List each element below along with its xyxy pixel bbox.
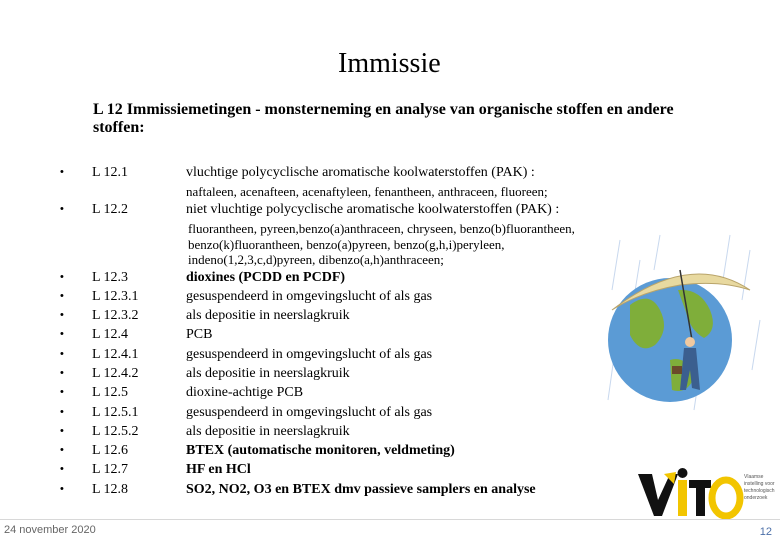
bullet: • [60, 166, 64, 178]
bullet: • [60, 483, 64, 495]
item-detail: fluorantheen, pyreen,benzo(a)anthraceen, chryseen, benzo(b)fluorantheen, [188, 221, 575, 236]
item-description: gesuspendeerd in omgevingslucht of als gas [186, 347, 433, 362]
bullet: • [60, 271, 64, 283]
item-code: L 12.3.2 [92, 308, 139, 323]
item-description: dioxines (PCDD en PCDF) [186, 270, 346, 285]
bullet: • [60, 425, 64, 437]
item-description: als depositie in neerslagkruik [186, 366, 350, 381]
item-detail: indeno(1,2,3,c,d)pyreen, dibenzo(a,h)anthraceen; [188, 252, 444, 267]
item-code: L 12.4 [92, 327, 129, 342]
item-description: vluchtige polycyclische aromatische koolwaterstoffen (PAK) : [186, 165, 535, 180]
item-detail: benzo(k)fluorantheen, benzo(a)pyreen, benzo(g,h,i)peryleen, [188, 237, 505, 252]
item-description: dioxine-achtige PCB [186, 385, 304, 400]
item-description: als depositie in neerslagkruik [186, 308, 350, 323]
item-code: L 12.6 [92, 443, 129, 458]
item-code: L 12.4.2 [92, 366, 139, 381]
item-code: L 12.7 [92, 462, 129, 477]
footer-date: 24 november 2020 [4, 524, 96, 536]
item-description: gesuspendeerd in omgevingslucht of als gas [186, 289, 433, 304]
bullet: • [60, 386, 64, 398]
bullet: • [60, 367, 64, 379]
item-code: L 12.5.1 [92, 405, 139, 420]
item-description: PCB [186, 327, 213, 342]
svg-text:onderzoek: onderzoek [744, 495, 768, 501]
bullet: • [60, 290, 64, 302]
bullet: • [60, 203, 64, 215]
bullet: • [60, 328, 64, 340]
item-code: L 12.8 [92, 482, 129, 497]
page-number: 12 [759, 526, 772, 538]
item-description: gesuspendeerd in omgevingslucht of als gas [186, 405, 433, 420]
item-code: L 12.3 [92, 270, 129, 285]
item-description: niet vluchtige polycyclische aromatische koolwaterstoffen (PAK) : [186, 202, 560, 217]
item-detail: naftaleen, acenafteen, acenaftyleen, fenantheen, anthraceen, fluoreen; [186, 184, 548, 199]
item-code: L 12.3.1 [92, 289, 139, 304]
globe-umbrella-illustration [600, 230, 770, 460]
item-code: L 12.4.1 [92, 347, 139, 362]
bullet: • [60, 309, 64, 321]
bullet: • [60, 444, 64, 456]
item-code: L 12.2 [92, 202, 129, 217]
item-code: L 12.5.2 [92, 424, 139, 439]
item-description: als depositie in neerslagkruik [186, 424, 350, 439]
bullet: • [60, 463, 64, 475]
item-description: BTEX (automatische monitoren, veldmeting) [186, 443, 455, 458]
item-code: L 12.5 [92, 385, 129, 400]
item-description: HF en HCl [186, 462, 251, 477]
bullet: • [60, 348, 64, 360]
item-description: SO2, NO2, O3 en BTEX dmv passieve samplers en analyse [186, 482, 536, 497]
section-subtitle: L 12 Immissiemetingen - monsterneming en analyse van organische stoffen en andere stoffen: [93, 101, 674, 136]
vito-logo [634, 466, 775, 522]
svg-text:Vlaamse: Vlaamse [744, 474, 764, 480]
bullet: • [60, 406, 64, 418]
svg-text:technologisch: technologisch [744, 488, 775, 494]
footer-bar [0, 519, 780, 541]
svg-text:instelling voor: instelling voor [744, 481, 775, 487]
item-code: L 12.1 [92, 165, 129, 180]
